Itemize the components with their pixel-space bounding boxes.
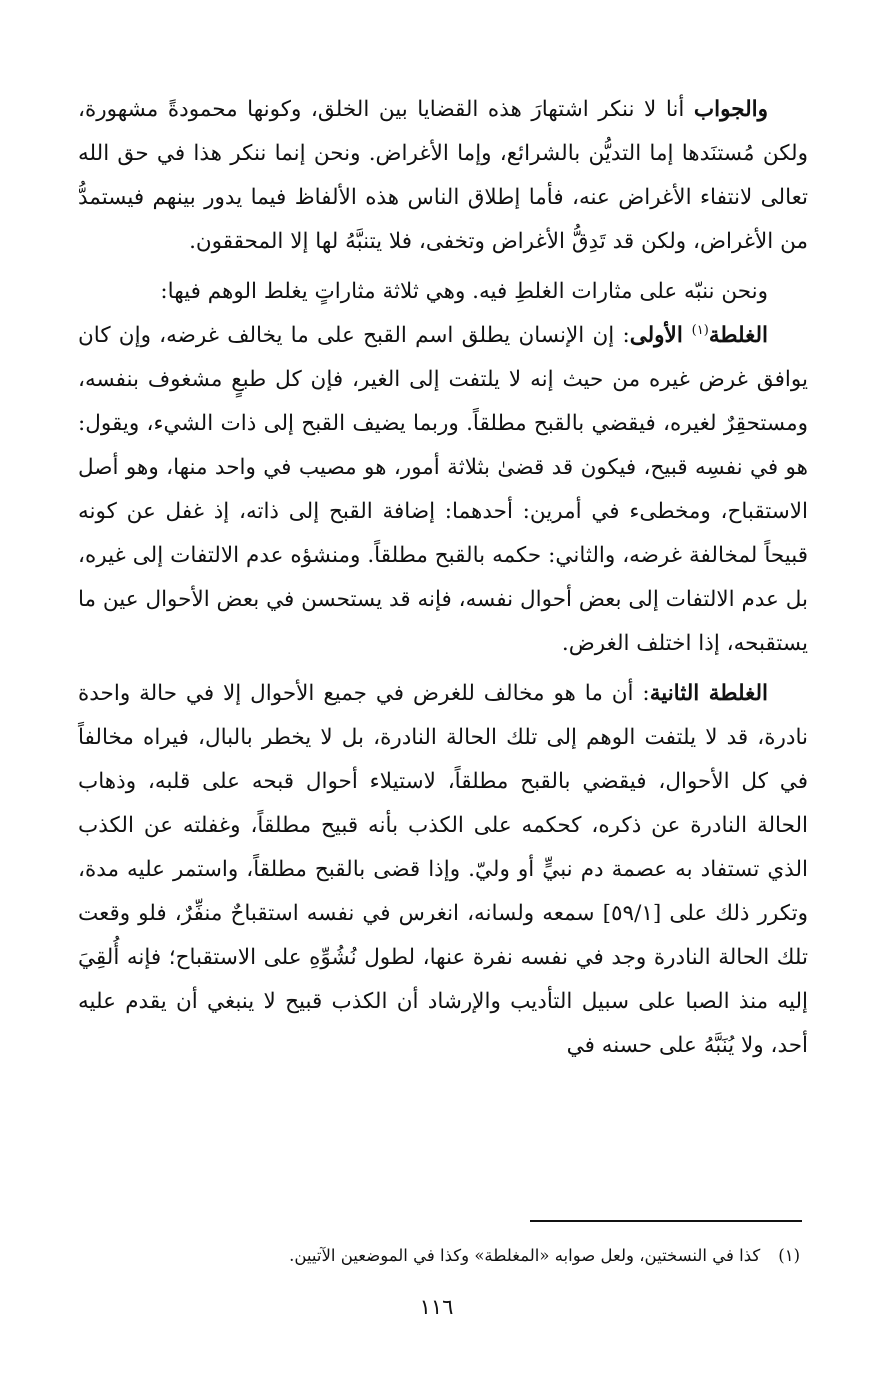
first-error-text: : إن الإنسان يطلق اسم القبح على ما يخالف غرضه، وإن كان يوافق غرض غيره من حيث إنه لا يلتفت إلى الغير، فإن كل طبعٍ مشغوف بنفسه، ومستحقِرٌ لغيره، فيقضي بالقبح مطلقاً. وربما يضيف القبح إلى ذات الشيء، ويقول: هو في نفسِه قبيح، فيكون قد قضىٰ بثلاثة أمور، هو مصيب في واحد منها، وهو أصل الاستقباح، ومخطىء في أمرين: أحدهما: إضافة القبح إلى ذاته، إذ غفل عن كونه قبيحاً لمخالفة غرضه، والثاني: حكمه بالقبح مطلقاً. ومنشؤه عدم الالتفات إلى غيره، بل عدم الالتفات إلى بعض أحوال نفسه، فإنه قد يستحسن في بعض الأحوال عين ما يستقبحه، إذا اختلف الغرض. bbox=[78, 323, 808, 656]
intro-text: ونحن ننبّه على مثارات الغلطِ فيه. وهي ثلاثة مثاراتٍ يغلط الوهم فيها: bbox=[160, 279, 768, 304]
footnote bbox=[78, 1242, 800, 1270]
first-error-heading-word: الأولى bbox=[629, 323, 692, 348]
paragraph-intro bbox=[78, 270, 808, 314]
first-error-heading: الغلطة bbox=[708, 323, 768, 348]
page-number: ١١٦ bbox=[419, 1295, 454, 1319]
answer-text: أنا لا ننكر اشتهارَ هذه القضايا بين الخلق، وكونها محمودةً مشهورة، ولكن مُستنَدها إما التديُّن بالشرائع، وإما الأغراض. ونحن إنما ننكر هذا في حق الله تعالى لانتفاء الأغراض عنه، فأما إطلاق الناس هذه الألفاظ فيما يدور بينهم فيستمدُّ من الأغراض، ولكن قد تَدِقُّ الأغراض وتخفى، فلا يتنبَّهُ لها إلا المحققون. bbox=[78, 97, 808, 254]
second-error-text: : أن ما هو مخالف للغرض في جميع الأحوال إلا في حالة واحدة نادرة، قد لا يلتفت الوهم إلى تلك الحالة النادرة، بل لا يخطر بالبال، فيراه مخالفاً في كل الأحوال، فيقضي بالقبح مطلقاً، لاستيلاء أحوال قبحه على قلبه، وذهاب الحالة النادرة عن ذكره، كحكمه على الكذب بأنه قبيح مطلقاً، وغفلته عن الكذب الذي تستفاد به عصمة دم نبيٍّ أو وليّ. وإذا قضى بالقبح مطلقاً، واستمر عليه مدة، وتكرر ذلك على [٥٩/١] سمعه ولسانه، انغرس في نفسه استقباحٌ منفِّرٌ، فلو وقعت تلك الحالة النادرة وجد في نفسه نفرة عنها، لطول نُشُوِّهِ على الاستقباح؛ فإنه أُلقِيَ إليه منذ الصبا على سبيل التأديب والإرشاد أن الكذب قبيح لا ينبغي أن يقدم عليه أحد، ولا يُنَبَّهُ على حسنه في bbox=[78, 681, 808, 1058]
footnote-reference: (١) bbox=[691, 322, 709, 338]
footnote-number: (١) bbox=[778, 1246, 800, 1265]
second-error-heading: الغلطة الثانية bbox=[649, 681, 768, 706]
footnote-text: كذا في النسختين، ولعل صوابه «المغلطة» وكذا في الموضعين الآتيين. bbox=[289, 1246, 761, 1265]
footnote-separator bbox=[530, 1220, 802, 1222]
paragraph-answer bbox=[78, 88, 808, 264]
answer-heading: والجواب bbox=[693, 97, 768, 122]
paragraph-second-error bbox=[78, 672, 808, 1068]
main-text bbox=[78, 88, 808, 1068]
paragraph-first-error bbox=[78, 314, 808, 666]
